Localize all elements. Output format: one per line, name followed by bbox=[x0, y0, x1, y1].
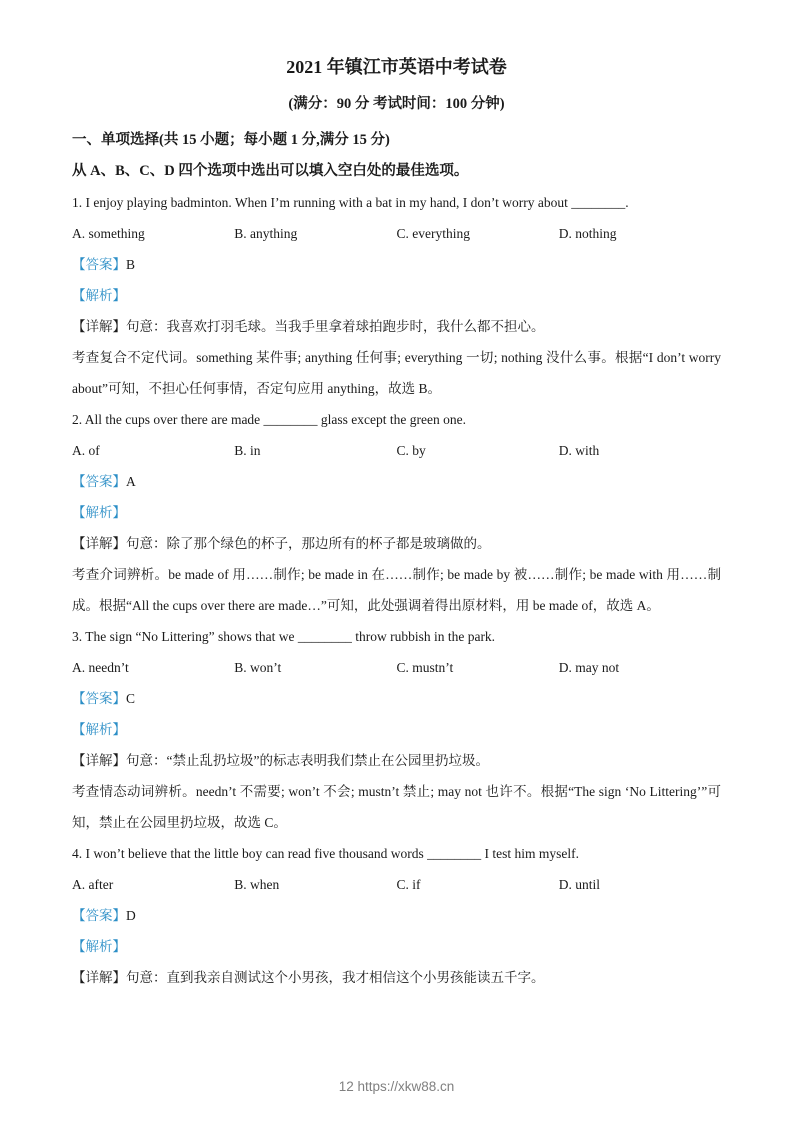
question-stem: 4. I won’t believe that the little boy can read five thousand words ________ I test him myself. bbox=[72, 846, 580, 861]
analysis-label: 【解析】 bbox=[72, 722, 126, 737]
detail-label: 【详解】 bbox=[72, 319, 126, 334]
detail-line bbox=[72, 528, 721, 559]
explanation-paragraph: 考查复合不定代词。something 某件事; anything 任何事; everything 一切; nothing 没什么事。根据“I don’t worry about”可知，不担心任何事情，否定句应用 anything，故选 B。 bbox=[72, 350, 721, 396]
option-c: C. by bbox=[396, 443, 426, 458]
answer-value: D bbox=[126, 908, 136, 923]
answer-value: C bbox=[126, 691, 136, 706]
options-row bbox=[72, 218, 721, 249]
detail-label: 【详解】 bbox=[72, 970, 126, 985]
option-c: C. everything bbox=[396, 226, 470, 241]
answer-line bbox=[72, 466, 721, 497]
question-stem: 3. The sign “No Littering” shows that we ________ throw rubbish in the park. bbox=[72, 629, 496, 644]
analysis-line bbox=[72, 280, 721, 311]
question-block-1 bbox=[72, 187, 721, 404]
option-a: A. something bbox=[72, 226, 145, 241]
answer-label: 【答案】 bbox=[72, 257, 126, 272]
detail-text: 句意：除了那个绿色的杯子，那边所有的杯子都是玻璃做的。 bbox=[126, 536, 491, 551]
analysis-label: 【解析】 bbox=[72, 505, 126, 520]
question-block-4 bbox=[72, 838, 721, 993]
answer-line bbox=[72, 900, 721, 931]
section-heading: 一、单项选择(共 15 小题；每小题 1 分,满分 15 分) bbox=[72, 132, 390, 148]
answer-value: B bbox=[126, 257, 136, 272]
option-b: B. won’t bbox=[234, 660, 282, 675]
question-block-3 bbox=[72, 621, 721, 838]
explanation-paragraph: 考查介词辨析。be made of 用……制作; be made in 在……制作; be made by 被……制作; be made with 用……制成。根据“All the cups over there are made…”可知，此处强调着得出原材料，用 be made of，故选 A。 bbox=[72, 567, 721, 613]
analysis-line bbox=[72, 714, 721, 745]
detail-label: 【详解】 bbox=[72, 753, 126, 768]
question-stem: 2. All the cups over there are made ________ glass except the green one. bbox=[72, 412, 466, 427]
options-row bbox=[72, 652, 721, 683]
page-footer: 12 https://xkw88.cn bbox=[338, 1079, 455, 1094]
detail-label: 【详解】 bbox=[72, 536, 126, 551]
explanation-paragraph: 考查情态动词辨析。needn’t 不需要; won’t 不会; mustn’t 禁止; may not 也许不。根据“The sign ‘No Littering’”可知，禁止在公园里扔垃圾，故选 C。 bbox=[72, 784, 721, 830]
options-row bbox=[72, 435, 721, 466]
answer-label: 【答案】 bbox=[72, 474, 126, 489]
detail-text: 句意：我喜欢打羽毛球。当我手里拿着球拍跑步时，我什么都不担心。 bbox=[126, 319, 545, 334]
option-a: A. of bbox=[72, 443, 100, 458]
analysis-label: 【解析】 bbox=[72, 288, 126, 303]
detail-line bbox=[72, 311, 721, 342]
option-d: D. may not bbox=[558, 660, 620, 675]
analysis-label: 【解析】 bbox=[72, 939, 126, 954]
answer-line bbox=[72, 683, 721, 714]
analysis-line bbox=[72, 497, 721, 528]
option-a: A. after bbox=[72, 877, 114, 892]
option-d: D. with bbox=[558, 443, 600, 458]
detail-text: 句意：“禁止乱扔垃圾”的标志表明我们禁止在公园里扔垃圾。 bbox=[126, 753, 489, 768]
options-row bbox=[72, 869, 721, 900]
section-instruction: 从 A、B、C、D 四个选项中选出可以填入空白处的最佳选项。 bbox=[72, 163, 469, 179]
answer-line bbox=[72, 249, 721, 280]
option-b: B. in bbox=[234, 443, 261, 458]
analysis-line bbox=[72, 931, 721, 962]
answer-label: 【答案】 bbox=[72, 908, 126, 923]
option-b: B. when bbox=[234, 877, 280, 892]
exam-info: (满分：90 分 考试时间：100 分钟) bbox=[288, 96, 505, 112]
question-stem: 1. I enjoy playing badminton. When I’m running with a bat in my hand, I don’t worry about ________. bbox=[72, 195, 629, 210]
detail-text: 句意：直到我亲自测试这个小男孩，我才相信这个小男孩能读五千字。 bbox=[126, 970, 545, 985]
option-d: D. until bbox=[558, 877, 601, 892]
option-d: D. nothing bbox=[558, 226, 617, 241]
question-block-2 bbox=[72, 404, 721, 621]
option-c: C. mustn’t bbox=[396, 660, 454, 675]
option-c: C. if bbox=[396, 877, 421, 892]
detail-line bbox=[72, 962, 721, 993]
option-b: B. anything bbox=[234, 226, 298, 241]
answer-value: A bbox=[126, 474, 136, 489]
answer-label: 【答案】 bbox=[72, 691, 126, 706]
detail-line bbox=[72, 745, 721, 776]
option-a: A. needn’t bbox=[72, 660, 129, 675]
page-title: 2021 年镇江市英语中考试卷 bbox=[286, 57, 507, 77]
